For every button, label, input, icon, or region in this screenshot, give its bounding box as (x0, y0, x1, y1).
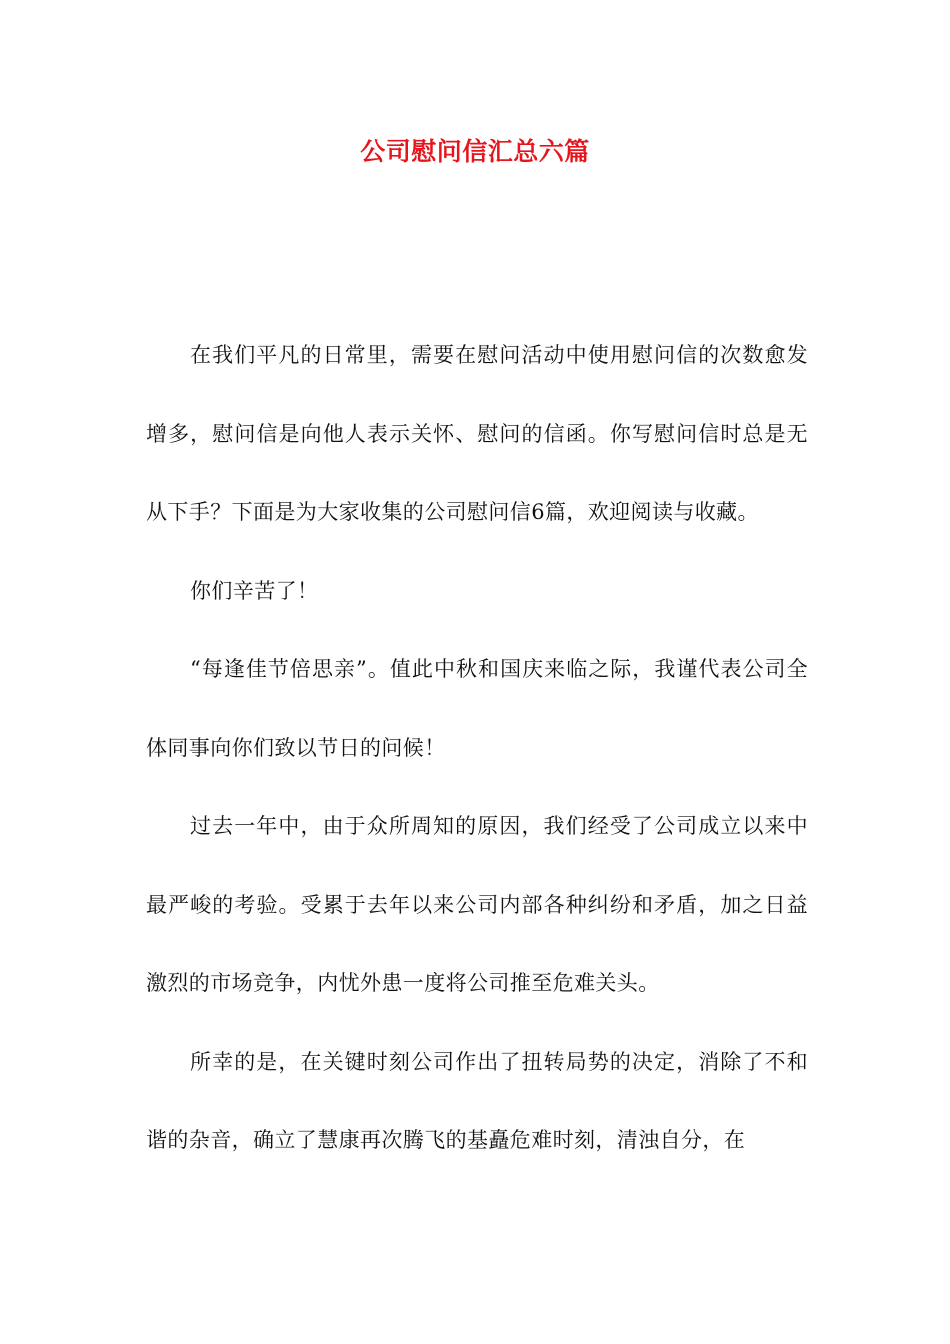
paragraph-intro: 在我们平凡的日常里，需要在慰问活动中使用慰问信的次数愈发增多，慰问信是向他人表示关怀、慰问的信函。你写慰问信时总是无从下手？下面是为大家收集的公司慰问信6篇，欢迎阅读与收藏。 (146, 343, 808, 524)
paragraph-greeting: 你们辛苦了！ (190, 578, 319, 603)
paragraph-holiday: “每逢佳节倍思亲”。值此中秋和国庆来临之际，我谨代表公司全体同事向你们致以节日的问候！ (146, 657, 808, 760)
document-title: 公司慰问信汇总六篇 (360, 137, 590, 166)
document-body (146, 316, 808, 1180)
paragraph-turning-point: 所幸的是，在关键时刻公司作出了扭转局势的决定，消除了不和谐的杂音，确立了慧康再次腾飞的基矗危难时刻，清浊自分，在 (146, 1049, 808, 1152)
paragraph-past-year: 过去一年中，由于众所周知的原因，我们经受了公司成立以来中最严峻的考验。受累于去年以来公司内部各种纠纷和矛盾，加之日益激烈的市场竞争，内忧外患一度将公司推至危难关头。 (146, 814, 808, 995)
